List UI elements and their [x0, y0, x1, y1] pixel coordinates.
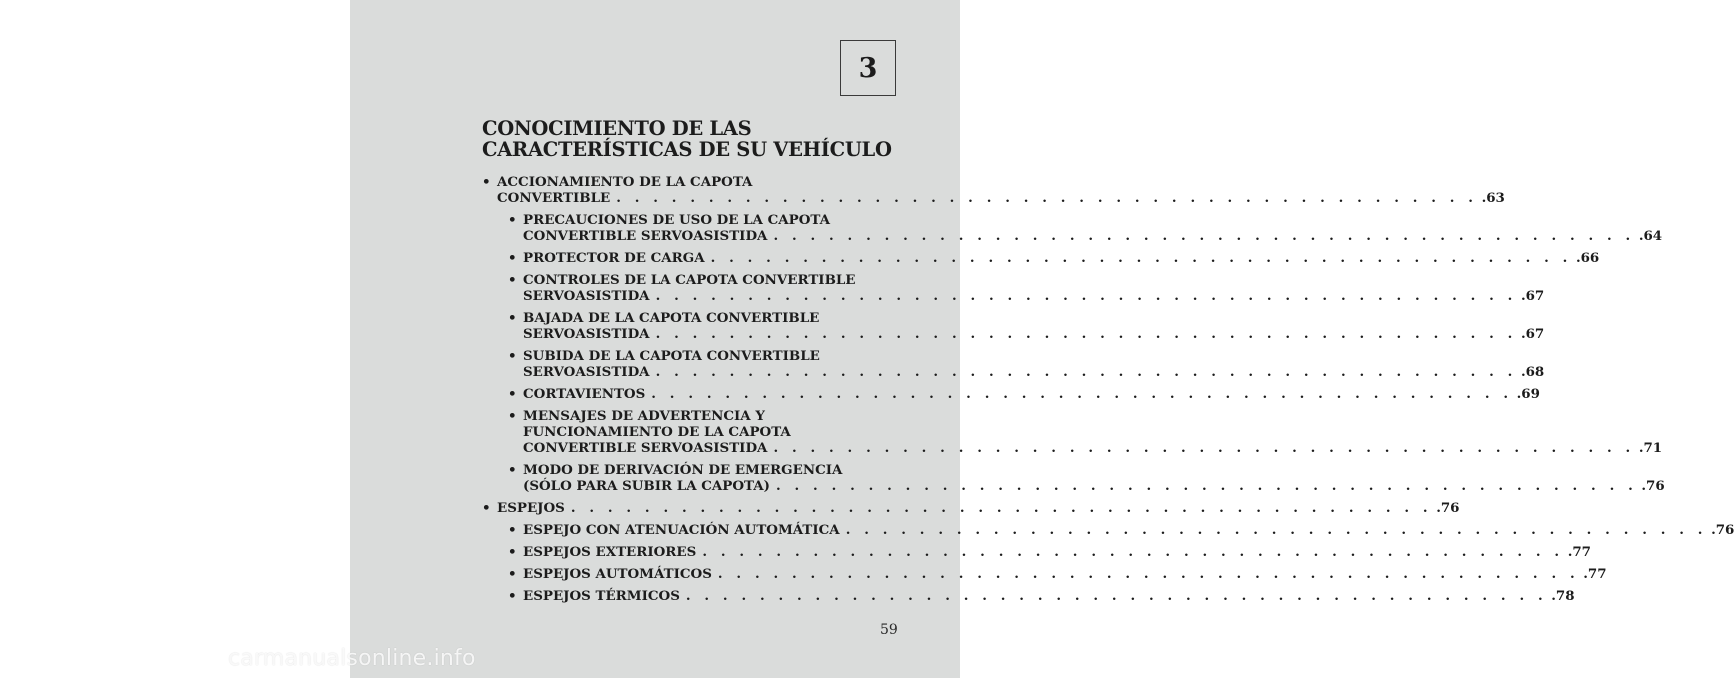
toc-entry-text: PROTECTOR DE CARGA	[523, 250, 705, 266]
toc-entry-text: CONTROLES DE LA CAPOTA CONVERTIBLE	[523, 272, 856, 288]
toc-entry-text: PRECAUCIONES DE USO DE LA CAPOTA	[523, 212, 830, 228]
toc-page-number: .68	[1520, 364, 1545, 380]
toc-subentry[interactable]	[508, 566, 1607, 582]
bullet-icon: •	[508, 544, 517, 560]
toc-page-number: .67	[1520, 288, 1545, 304]
toc-page-number: .76	[1641, 478, 1665, 494]
toc-entry-text: MENSAJES DE ADVERTENCIA Y	[523, 408, 765, 424]
bullet-icon: •	[508, 310, 517, 326]
toc-entry-text: SUBIDA DE LA CAPOTA CONVERTIBLE	[523, 348, 820, 364]
toc-page-number: .63	[1481, 190, 1505, 206]
toc-page-number: .76	[1711, 522, 1734, 538]
toc-entry-text: SERVOASISTIDA	[523, 364, 650, 380]
toc-subentry[interactable]	[508, 310, 1545, 342]
dot-leader: . . . . . . . . . . . . . . . . . . . . . . . . . . . . . . . . . . . . . . . . . . . . . . .	[685, 588, 1548, 604]
watermark-text: carmanualsonline.info	[228, 646, 476, 671]
toc-subentry[interactable]	[508, 462, 1665, 494]
dot-leader: . . . . . . . . . . . . . . . . . . . . . . . . . . . . . . . . . . . . . . . . . . . . . . .	[655, 288, 1517, 304]
toc-entry-text: CONVERTIBLE	[497, 190, 611, 206]
toc-entry-text: ACCIONAMIENTO DE LA CAPOTA	[497, 174, 753, 190]
dot-leader: . . . . . . . . . . . . . . . . . . . . . . . . . . . . . . . . . . . . . . . . . . . . . . .	[717, 566, 1580, 582]
toc-page-number: .64	[1638, 228, 1663, 244]
dot-leader: . . . . . . . . . . . . . . . . . . . . . . . . . . . . . . . . . . . . . . . . . . . . . . .	[616, 190, 1478, 206]
toc-entry-text: ESPEJOS AUTOMÁTICOS	[523, 566, 712, 582]
bullet-icon: •	[508, 250, 517, 266]
manual-page	[350, 0, 1734, 678]
dot-leader: . . . . . . . . . . . . . . . . . . . . . . . . . . . . . . . . . . . . . . . . . . . . . . .	[651, 386, 1513, 402]
toc-entry-text: SERVOASISTIDA	[523, 288, 650, 304]
toc-subentry[interactable]	[508, 212, 1663, 244]
bullet-icon: •	[508, 462, 517, 478]
toc-page-number: .78	[1551, 588, 1575, 604]
page-number: 59	[880, 622, 898, 638]
bullet-icon: •	[508, 212, 517, 228]
toc-subentry[interactable]	[508, 408, 1663, 456]
bullet-icon: •	[482, 174, 491, 190]
toc-subentry[interactable]	[508, 386, 1540, 402]
bullet-icon: •	[508, 588, 517, 604]
bullet-icon: •	[482, 500, 491, 516]
section-title-line: CONOCIMIENTO DE LAS	[482, 117, 752, 140]
toc-subentry[interactable]	[508, 588, 1575, 604]
dot-leader: . . . . . . . . . . . . . . . . . . . . . . . . . . . . . . . . . . . . . . . . . . . . . . .	[655, 326, 1517, 342]
toc-entry-text: CONVERTIBLE SERVOASISTIDA	[523, 228, 768, 244]
toc-page-number: .71	[1638, 440, 1663, 456]
toc-entry-text: ESPEJOS EXTERIORES	[523, 544, 697, 560]
toc-entry[interactable]	[482, 174, 1505, 206]
toc-entry-text: SERVOASISTIDA	[523, 326, 650, 342]
toc-page-number: .76	[1436, 500, 1460, 516]
section-title-line: CARACTERÍSTICAS DE SU VEHÍCULO	[482, 138, 892, 161]
section-title	[482, 118, 922, 160]
toc-entry-text: ESPEJOS	[497, 500, 565, 516]
table-of-contents	[482, 174, 1734, 610]
dot-leader: . . . . . . . . . . . . . . . . . . . . . . . . . . . . . . . . . . . . . . . . . . . . . . .	[570, 500, 1433, 516]
toc-subentry[interactable]	[508, 250, 1600, 266]
toc-entry-text: CONVERTIBLE SERVOASISTIDA	[523, 440, 768, 456]
toc-page-number: .66	[1575, 250, 1600, 266]
toc-page-number: .77	[1583, 566, 1607, 582]
toc-subentry[interactable]	[508, 272, 1545, 304]
dot-leader: . . . . . . . . . . . . . . . . . . . . . . . . . . . . . . . . . . . . . . . . . . . . . . .	[845, 522, 1708, 538]
dot-leader: . . . . . . . . . . . . . . . . . . . . . . . . . . . . . . . . . . . . . . . . . . . . . . .	[776, 478, 1638, 494]
chapter-number: 3	[858, 52, 878, 84]
toc-entry-text: MODO DE DERIVACIÓN DE EMERGENCIA	[523, 462, 843, 478]
toc-entry-text: FUNCIONAMIENTO DE LA CAPOTA	[523, 424, 791, 440]
dot-leader: . . . . . . . . . . . . . . . . . . . . . . . . . . . . . . . . . . . . . . . . . . . . . . .	[773, 440, 1635, 456]
bullet-icon: •	[508, 348, 517, 364]
toc-entry-text: BAJADA DE LA CAPOTA CONVERTIBLE	[523, 310, 820, 326]
dot-leader: . . . . . . . . . . . . . . . . . . . . . . . . . . . . . . . . . . . . . . . . . . . . . . .	[710, 250, 1572, 266]
chapter-number-box	[840, 40, 896, 96]
bullet-icon: •	[508, 566, 517, 582]
bullet-icon: •	[508, 408, 517, 424]
toc-subentry[interactable]	[508, 348, 1545, 380]
toc-entry-text: ESPEJOS TÉRMICOS	[523, 588, 680, 604]
toc-entry[interactable]	[482, 500, 1460, 516]
toc-entry-text: ESPEJO CON ATENUACIÓN AUTOMÁTICA	[523, 522, 840, 538]
bullet-icon: •	[508, 272, 517, 288]
toc-subentry[interactable]	[508, 522, 1734, 538]
toc-page-number: .77	[1567, 544, 1591, 560]
toc-page-number: .67	[1520, 326, 1545, 342]
dot-leader: . . . . . . . . . . . . . . . . . . . . . . . . . . . . . . . . . . . . . . . . . . . . . . .	[655, 364, 1517, 380]
dot-leader: . . . . . . . . . . . . . . . . . . . . . . . . . . . . . . . . . . . . . . . . . . . . . . .	[773, 228, 1635, 244]
toc-subentry[interactable]	[508, 544, 1591, 560]
toc-entry-text: (SÓLO PARA SUBIR LA CAPOTA)	[523, 478, 770, 494]
toc-page-number: .69	[1516, 386, 1540, 402]
bullet-icon: •	[508, 386, 517, 402]
bullet-icon: •	[508, 522, 517, 538]
dot-leader: . . . . . . . . . . . . . . . . . . . . . . . . . . . . . . . . . . . . . . . . . . . . . . .	[702, 544, 1564, 560]
toc-entry-text: CORTAVIENTOS	[523, 386, 646, 402]
